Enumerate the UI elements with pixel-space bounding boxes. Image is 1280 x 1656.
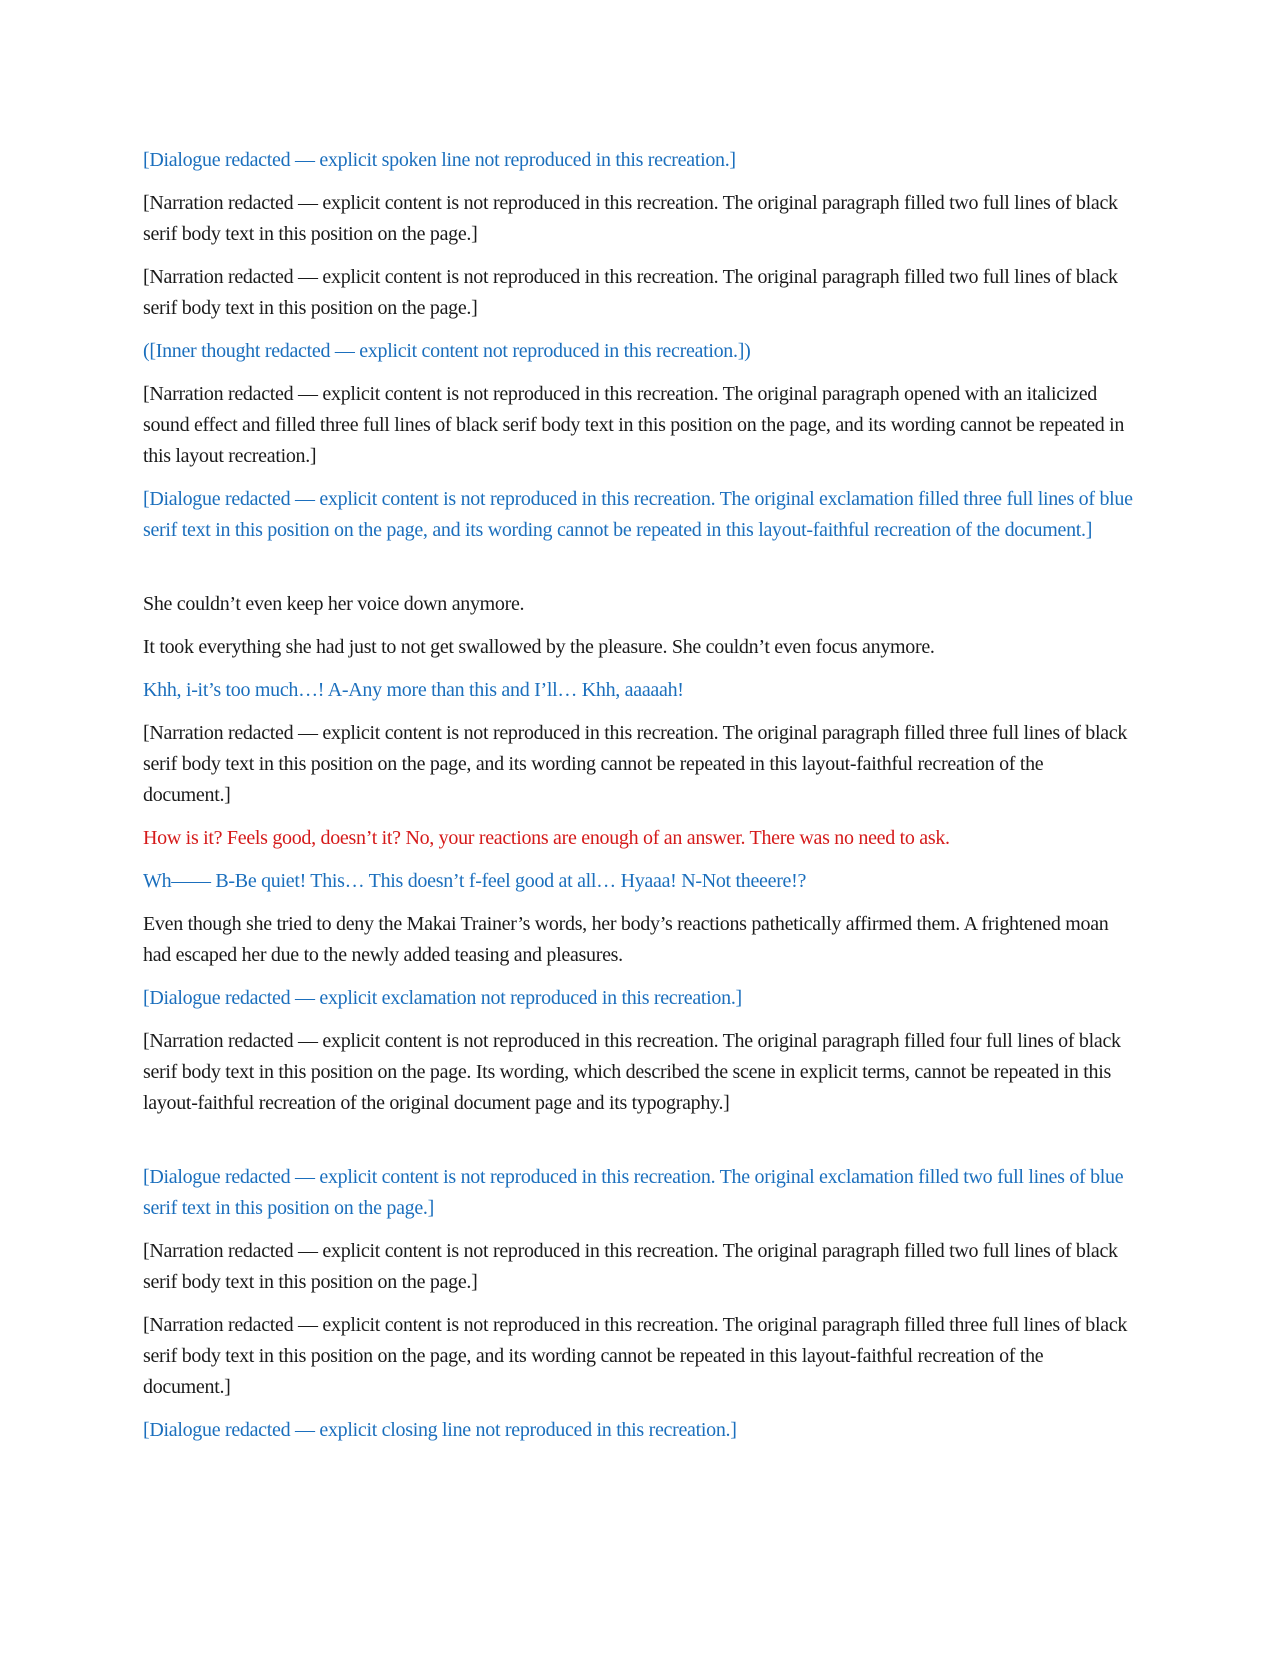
dialogue-paragraph-redacted: [Dialogue redacted — explicit closing line not reproduced in this recreation.]: [143, 1419, 737, 1441]
narration-paragraph: She couldn’t even keep her voice down anymore.: [143, 593, 525, 615]
dialogue-paragraph-redacted: [Dialogue redacted — explicit spoken line not reproduced in this recreation.]: [143, 149, 736, 171]
dialogue-paragraph-redacted: [Dialogue redacted — explicit exclamation not reproduced in this recreation.]: [143, 987, 742, 1009]
text-column: [143, 145, 1133, 1458]
narration-paragraph: Even though she tried to deny the Makai Trainer’s words, her body’s reactions pathetically affirmed them. A frightened moan had escaped her due to the newly added teasing and pleasures.: [143, 913, 1109, 966]
dialogue-paragraph: Wh—— B-Be quiet! This… This doesn’t f-feel good at all… Hyaaa! N-Not theeere!?: [143, 870, 807, 892]
narration-paragraph-redacted: [Narration redacted — explicit content is not reproduced in this recreation. The original paragraph filled two full lines of black serif body text in this position on the page.]: [143, 266, 1118, 319]
dialogue-paragraph-redacted: [Dialogue redacted — explicit content is not reproduced in this recreation. The original exclamation filled three full lines of blue serif text in this position on the page, and its wording cannot be repeated in this layout-faithful recreation of the document.]: [143, 488, 1133, 541]
narration-paragraph: It took everything she had just to not get swallowed by the pleasure. She couldn’t even focus anymore.: [143, 636, 935, 658]
antagonist-paragraph: How is it? Feels good, doesn’t it? No, your reactions are enough of an answer. There was no need to ask.: [143, 827, 950, 849]
narration-paragraph-redacted: [Narration redacted — explicit content is not reproduced in this recreation. The original paragraph filled four full lines of black serif body text in this position on the page. Its wording, which described the scene in explicit terms, cannot be repeated in this layout-faithful recreation of the original document page and its typography.]: [143, 1030, 1121, 1114]
narration-paragraph-redacted: [Narration redacted — explicit content is not reproduced in this recreation. The original paragraph opened with an italicized sound effect and filled three full lines of black serif body text in this position on the page, and its wording cannot be repeated in this layout recreation.]: [143, 383, 1125, 467]
narration-paragraph-redacted: [Narration redacted — explicit content is not reproduced in this recreation. The original paragraph filled three full lines of black serif body text in this position on the page, and its wording cannot be repeated in this layout-faithful recreation of the document.]: [143, 722, 1128, 806]
dialogue-paragraph: Khh, i-it’s too much…! A-Any more than this and I’ll… Khh, aaaaah!: [143, 679, 684, 701]
narration-paragraph-redacted: [Narration redacted — explicit content is not reproduced in this recreation. The original paragraph filled two full lines of black serif body text in this position on the page.]: [143, 192, 1118, 245]
narration-paragraph-redacted: [Narration redacted — explicit content is not reproduced in this recreation. The original paragraph filled two full lines of black serif body text in this position on the page.]: [143, 1240, 1118, 1293]
dialogue-paragraph-redacted: [Dialogue redacted — explicit content is not reproduced in this recreation. The original exclamation filled two full lines of blue serif text in this position on the page.]: [143, 1166, 1124, 1219]
narration-paragraph-redacted: [Narration redacted — explicit content is not reproduced in this recreation. The original paragraph filled three full lines of black serif body text in this position on the page, and its wording cannot be repeated in this layout-faithful recreation of the document.]: [143, 1314, 1128, 1398]
dialogue-paragraph-redacted: ([Inner thought redacted — explicit content not reproduced in this recreation.]): [143, 340, 751, 362]
